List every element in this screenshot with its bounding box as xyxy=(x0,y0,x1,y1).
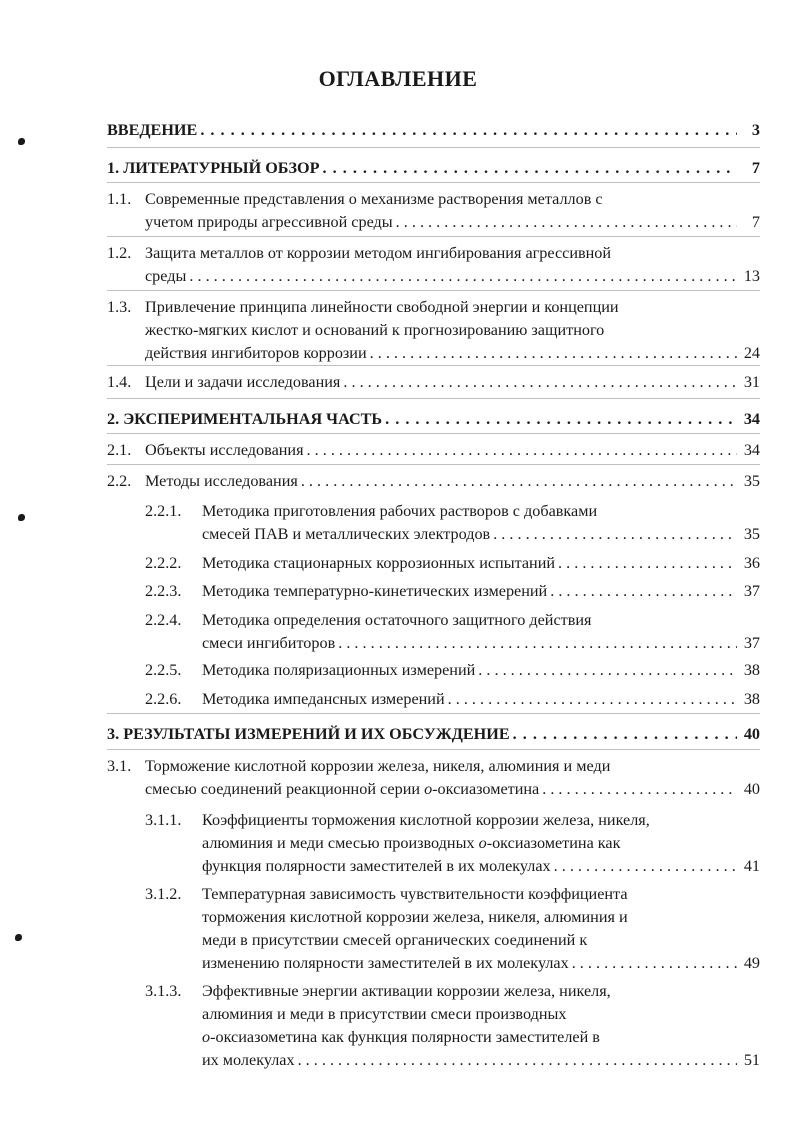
leader-dots xyxy=(338,632,737,655)
toc-divider xyxy=(107,713,760,714)
leader-dots xyxy=(396,211,737,234)
toc-entry-number: 2.2.4. xyxy=(145,611,182,629)
toc-divider xyxy=(107,398,760,399)
toc-entry-text: Защита металлов от коррозии методом ингибирования агрессивной xyxy=(145,244,612,262)
leader-dots xyxy=(554,855,737,878)
margin-mark-3 xyxy=(15,934,22,941)
toc-entry-text: изменению полярности заместителей в их молекулах xyxy=(202,954,569,972)
toc-divider xyxy=(107,749,760,750)
toc-entry-number: 2.2.3. xyxy=(145,582,182,600)
leader-dots xyxy=(542,778,737,801)
toc-entry-text: Объекты исследования xyxy=(145,441,304,459)
toc-entry-text: Методика стационарных коррозионных испытаний xyxy=(202,554,556,572)
toc-entry-page: 40 xyxy=(743,780,760,798)
toc-entry-text: Методика поляризационных измерений xyxy=(202,661,476,679)
leader-dots xyxy=(307,439,737,462)
toc-entry-text: алюминия и меди в присутствии смеси производных xyxy=(202,1005,567,1023)
toc-entry-text: Коэффициенты торможения кислотной коррозии железа, никеля, xyxy=(202,811,650,829)
toc-divider xyxy=(107,182,760,183)
toc-entry-page: 36 xyxy=(743,554,760,572)
leader-dots xyxy=(448,688,737,711)
toc-entry-page: 13 xyxy=(743,267,760,285)
toc-entry-text: Методика определения остаточного защитного действия xyxy=(202,611,592,629)
toc-entry-text: Торможение кислотной коррозии железа, никеля, алюминия и меди xyxy=(145,757,611,775)
toc-entry-number: 3.1. xyxy=(107,757,132,775)
leader-dots xyxy=(370,342,737,365)
toc-entry-page: 34 xyxy=(743,441,760,459)
toc-entry-text: жестко-мягких кислот и оснований к прогнозированию защитного xyxy=(145,321,605,339)
toc-entry-text: смеси ингибиторов xyxy=(202,634,336,652)
toc-entry-text: действия ингибиторов коррозии xyxy=(145,344,367,362)
toc-entry-text: меди в присутствии смесей органических соединений к xyxy=(202,931,588,949)
toc-divider xyxy=(107,464,760,465)
toc-entry-text: среды xyxy=(145,267,187,285)
toc-entry-text: смесей ПАВ и металлических электродов xyxy=(202,525,491,543)
toc-entry-number: 2.2.2. xyxy=(145,554,182,572)
leader-dots xyxy=(513,723,737,746)
toc-entry-text: Современные представления о механизме растворения металлов с xyxy=(145,190,603,208)
toc-entry-text: Методика температурно-кинетических измерений xyxy=(202,582,548,600)
toc-entry-page: 7 xyxy=(751,159,760,177)
toc-entry-page: 35 xyxy=(743,472,760,490)
toc-entry-text: Методика приготовления рабочих растворов с добавками xyxy=(202,502,598,520)
toc-entry-page: 35 xyxy=(743,525,760,543)
toc-entry-page: 24 xyxy=(743,344,760,362)
toc-entry-number: 3.1.3. xyxy=(145,982,182,1000)
toc-entry-number: 2. xyxy=(107,410,120,428)
toc-entry-text: ВВЕДЕНИЕ xyxy=(107,121,198,139)
toc-divider xyxy=(107,147,760,148)
leader-dots xyxy=(189,265,737,288)
toc-entry-page: 31 xyxy=(743,373,760,391)
toc-entry-page: 34 xyxy=(743,410,760,428)
toc-entry-text: смесью соединений реакционной серии о-оксиазометина xyxy=(145,780,540,798)
toc-entry-page: 38 xyxy=(743,661,760,679)
toc-entry-text: алюминия и меди смесью производных о-оксиазометина как xyxy=(202,834,621,852)
toc-divider xyxy=(107,290,760,291)
leader-dots xyxy=(478,659,737,682)
toc-entry-page: 7 xyxy=(751,213,760,231)
leader-dots xyxy=(493,523,737,546)
leader-dots xyxy=(200,119,737,142)
toc-entry-number: 2.2.1. xyxy=(145,502,182,520)
toc-entry-number: 1.4. xyxy=(107,373,132,391)
toc-entry-number: 2.1. xyxy=(107,441,132,459)
toc-entry-page: 38 xyxy=(743,690,760,708)
toc-entry-page: 40 xyxy=(743,725,760,743)
toc-entry-page: 37 xyxy=(743,582,760,600)
toc-entry-page: 51 xyxy=(743,1051,760,1069)
toc-entry-page: 41 xyxy=(743,857,760,875)
toc-entry-text: учетом природы агрессивной среды xyxy=(145,213,393,231)
toc-entry-text: Эффективные энергии активации коррозии железа, никеля, xyxy=(202,982,611,1000)
toc-divider xyxy=(107,236,760,237)
toc-entry-number: 2.2.6. xyxy=(145,690,182,708)
toc-entry-number: 2.2. xyxy=(107,472,132,490)
toc-entry-page: 37 xyxy=(743,634,760,652)
toc-entry-number: 3. xyxy=(107,725,120,743)
toc-entry-number: 3.1.2. xyxy=(145,885,182,903)
toc-entry-number: 1. xyxy=(107,159,120,177)
leader-dots xyxy=(572,952,737,975)
leader-dots xyxy=(558,552,737,575)
toc-entry-page: 49 xyxy=(743,954,760,972)
toc-entry-text: Методы исследования xyxy=(145,472,298,490)
toc-entry-number: 1.2. xyxy=(107,244,132,262)
page-title: ОГЛАВЛЕНИЕ xyxy=(318,66,478,91)
toc-entry-text: функция полярности заместителей в их молекулах xyxy=(202,857,551,875)
leader-dots xyxy=(343,371,737,394)
leader-dots xyxy=(550,580,737,603)
toc-entry-text: Температурная зависимость чувствительности коэффициента xyxy=(202,885,628,903)
toc-entry-text: торможения кислотной коррозии железа, никеля, алюминия и xyxy=(202,908,628,926)
toc-entry-text: РЕЗУЛЬТАТЫ ИЗМЕРЕНИЙ И ИХ ОБСУЖДЕНИЕ xyxy=(123,725,510,743)
toc-entry-number: 1.1. xyxy=(107,190,132,208)
toc-entry-text: о-оксиазометина как функция полярности заместителей в xyxy=(202,1028,600,1046)
toc-entry-number: 3.1.1. xyxy=(145,811,182,829)
leader-dots xyxy=(298,1049,737,1072)
margin-mark-1 xyxy=(18,138,25,145)
toc-entry-text: их молекулах xyxy=(202,1051,295,1069)
toc-entry-text: Методика импедансных измерений xyxy=(202,690,445,708)
margin-mark-2 xyxy=(18,514,25,521)
toc-entry-text: Привлечение принципа линейности свободной энергии и концепции xyxy=(145,298,619,316)
leader-dots xyxy=(385,408,737,431)
leader-dots xyxy=(301,470,737,493)
toc-entry-text: ЭКСПЕРИМЕНТАЛЬНАЯ ЧАСТЬ xyxy=(123,410,383,428)
toc-entry-text: ЛИТЕРАТУРНЫЙ ОБЗОР xyxy=(123,159,320,177)
toc-entry-number: 1.3. xyxy=(107,298,132,316)
toc-divider xyxy=(107,365,760,366)
leader-dots xyxy=(323,157,737,180)
toc-entry-text: Цели и задачи исследования xyxy=(145,373,341,391)
toc-entry-number: 2.2.5. xyxy=(145,661,182,679)
toc-entry-page: 3 xyxy=(751,121,760,139)
toc-divider xyxy=(107,433,760,434)
